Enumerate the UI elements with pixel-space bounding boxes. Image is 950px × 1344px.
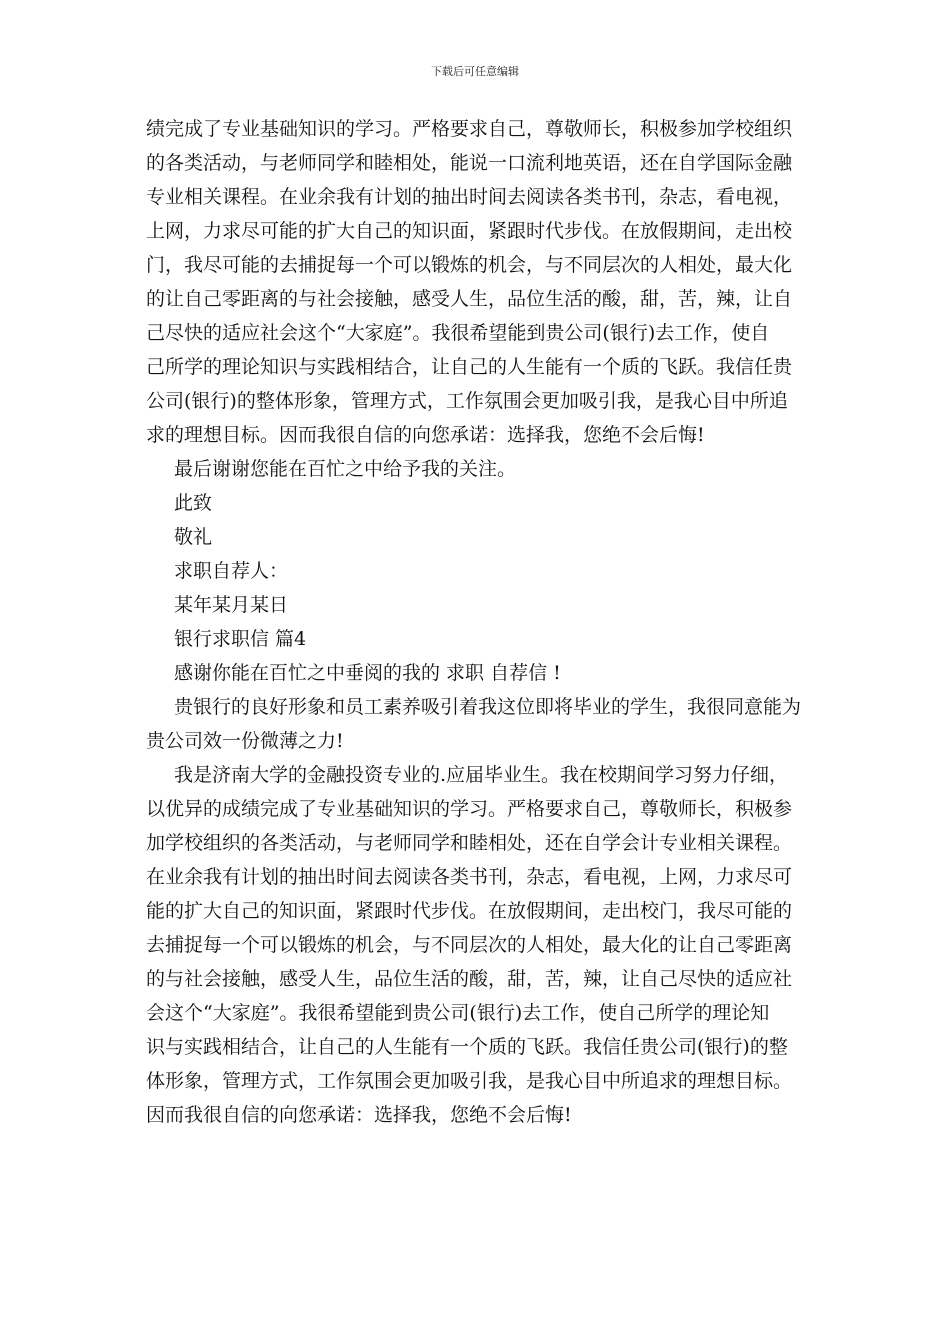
text-line: 专业相关课程。在业余我有计划的抽出时间去阅读各类书刊，杂志，看电视，	[146, 186, 793, 208]
text-line: 感谢你能在百忙之中垂阅的我的 求职 自荐信 !	[174, 662, 561, 684]
text-line: 的与社会接触，感受人生，品位生活的酸，甜，苦，辣，让自己尽快的适应社	[146, 968, 793, 990]
text-line: 会这个“大家庭”。我很希望能到贵公司(银行)去工作，使自己所学的理论知	[146, 1002, 770, 1024]
text-line: 己尽快的适应社会这个“大家庭”。我很希望能到贵公司(银行)去工作，使自	[146, 322, 770, 344]
text-line: 敬礼	[174, 526, 213, 548]
text-line: 去捕捉每一个可以锻炼的机会，与不同层次的人相处，最大化的让自己零距离	[146, 934, 793, 956]
text-line: 贵银行的良好形象和员工素养吸引着我这位即将毕业的学生，我很同意能为	[174, 696, 802, 718]
text-line: 的各类活动，与老师同学和睦相处，能说一口流利地英语，还在自学国际金融	[146, 152, 793, 174]
text-line: 以优异的成绩完成了专业基础知识的学习。严格要求自己，尊敬师长，积极参	[146, 798, 793, 820]
text-line: 我是济南大学的金融投资专业的.应届毕业生。我在校期间学习努力仔细，	[174, 764, 789, 786]
text-line: 因而我很自信的向您承诺：选择我，您绝不会后悔!	[146, 1104, 572, 1126]
text-line: 此致	[174, 492, 213, 514]
text-line: 识与实践相结合，让自己的人生能有一个质的飞跃。我信任贵公司(银行)的整	[146, 1036, 788, 1058]
text-line: 最后谢谢您能在百忙之中给予我的关注。	[174, 458, 517, 480]
text-line: 求的理想目标。因而我很自信的向您承诺：选择我，您绝不会后悔!	[146, 424, 705, 446]
text-line: 上网，力求尽可能的扩大自己的知识面，紧跟时代步伐。在放假期间，走出校	[146, 220, 793, 242]
text-line: 绩完成了专业基础知识的学习。严格要求自己，尊敬师长，积极参加学校组织	[146, 118, 793, 140]
text-line: 在业余我有计划的抽出时间去阅读各类书刊，杂志，看电视，上网，力求尽可	[146, 866, 793, 888]
text-line: 公司(银行)的整体形象，管理方式，工作氛围会更加吸引我，是我心目中所追	[146, 390, 788, 412]
document-body	[146, 112, 806, 1132]
text-line: 银行求职信 篇4	[174, 628, 307, 650]
text-line: 加学校组织的各类活动，与老师同学和睦相处，还在自学会计专业相关课程。	[146, 832, 793, 854]
text-line: 体形象，管理方式，工作氛围会更加吸引我，是我心目中所追求的理想目标。	[146, 1070, 793, 1092]
page-header: 下载后可任意编辑	[431, 65, 519, 78]
text-line: 己所学的理论知识与实践相结合，让自己的人生能有一个质的飞跃。我信任贵	[146, 356, 793, 378]
text-line: 门，我尽可能的去捕捉每一个可以锻炼的机会，与不同层次的人相处，最大化	[146, 254, 793, 276]
text-line: 某年某月某日	[174, 594, 289, 616]
text-line: 求职自荐人：	[174, 560, 289, 582]
text-line: 能的扩大自己的知识面，紧跟时代步伐。在放假期间，走出校门，我尽可能的	[146, 900, 793, 922]
text-line: 的让自己零距离的与社会接触，感受人生，品位生活的酸，甜，苦，辣，让自	[146, 288, 793, 310]
text-line: 贵公司效一份微薄之力!	[146, 730, 344, 752]
